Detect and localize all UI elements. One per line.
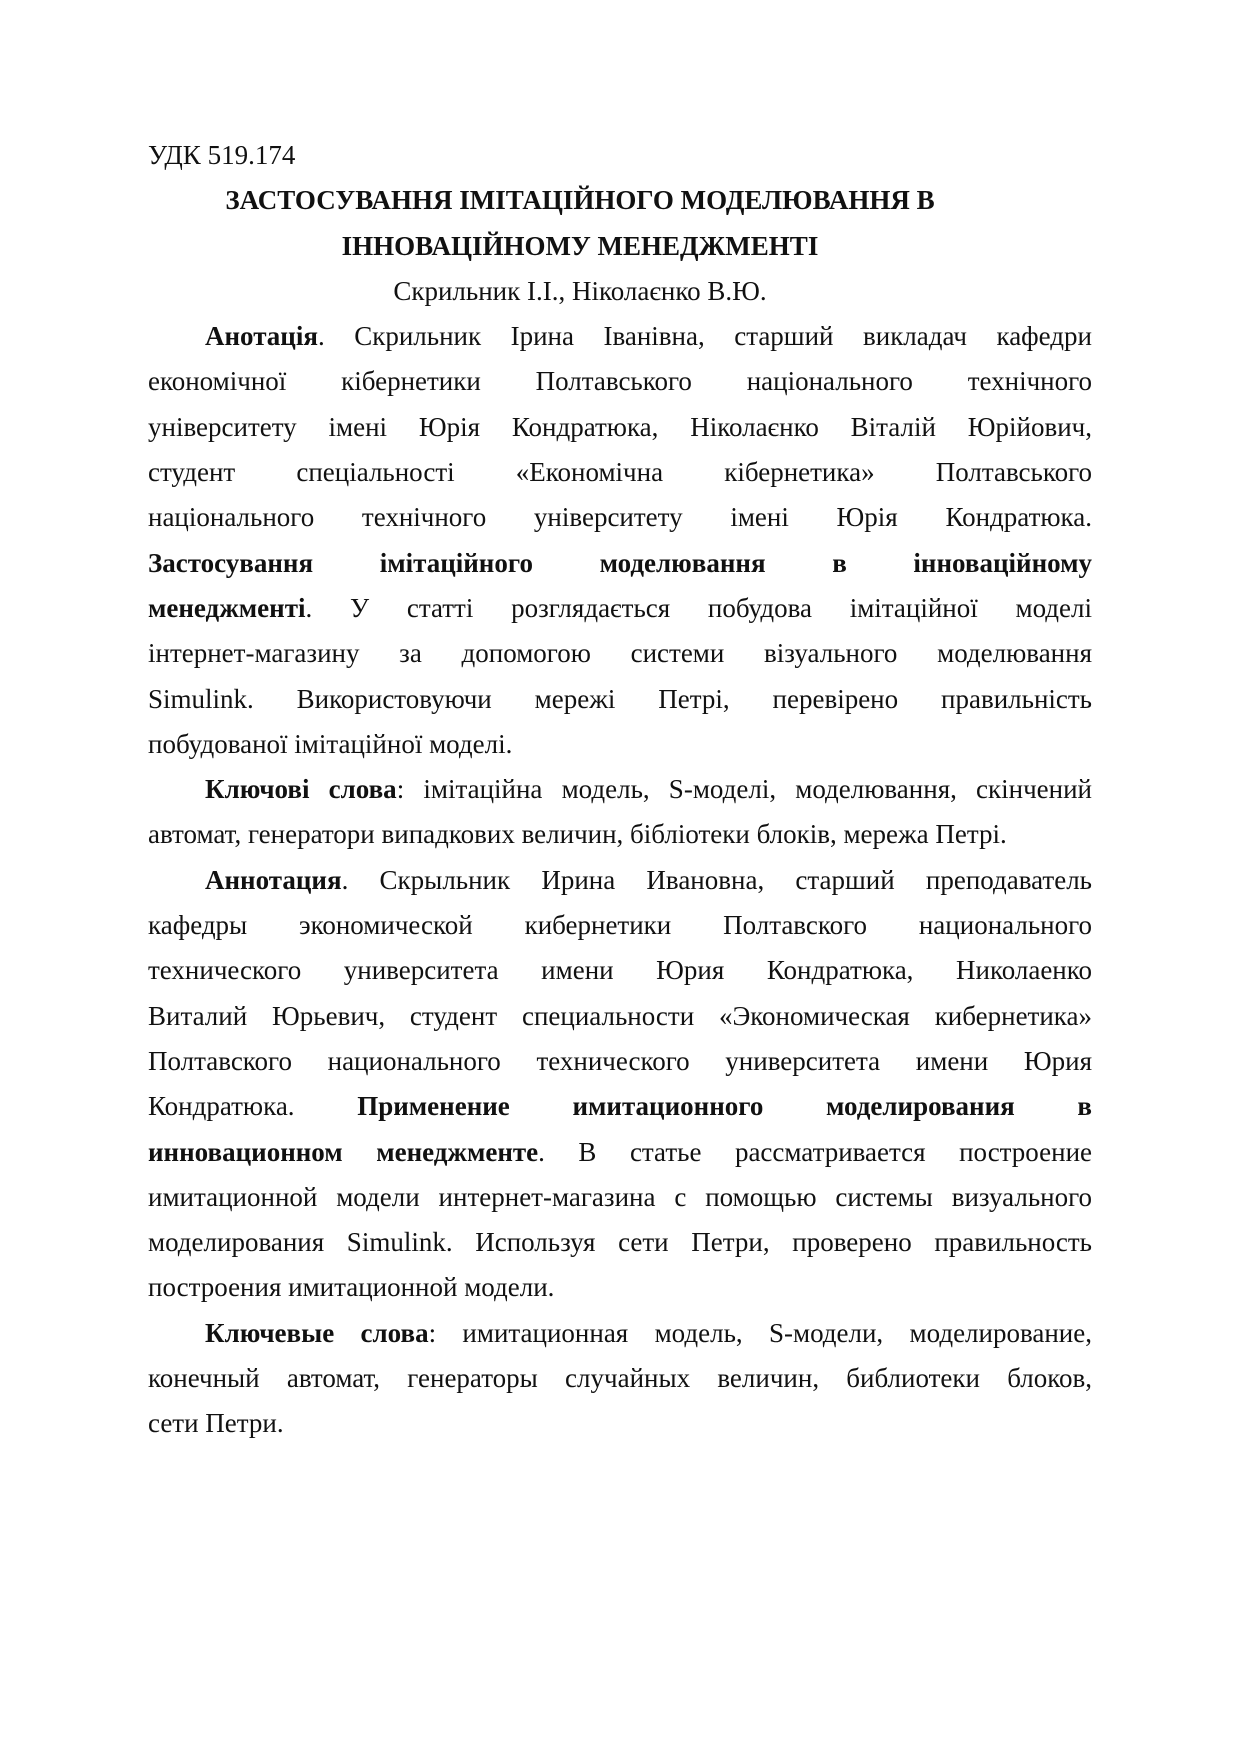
bold-text: Застосування імітаційного моделювання в інноваційному xyxy=(148,547,1092,578)
bold-text: инновационном менеджменте xyxy=(148,1136,539,1167)
text: сети Петри. xyxy=(148,1408,284,1439)
bold-text: Ключові слова xyxy=(205,774,397,805)
keywords-russian xyxy=(148,1311,1092,1447)
text: . Скрильник Ірина Іванівна, старший викладач кафедри xyxy=(317,321,1092,352)
text: університету імені Юрія Кондратюка, Ніколаєнко Віталій Юрійович, xyxy=(148,411,1092,442)
text-line xyxy=(148,631,1092,676)
text-line xyxy=(148,314,1092,359)
text-line xyxy=(148,450,1092,495)
article-title-line-1: ЗАСТОСУВАННЯ ІМІТАЦІЙНОГО МОДЕЛЮВАННЯ В xyxy=(225,185,935,216)
text: економічної кібернетики Полтавського національного технічного xyxy=(148,366,1092,397)
text-line xyxy=(148,1356,1092,1401)
bold-text: Анотація xyxy=(205,321,318,352)
bold-text: менеджменті xyxy=(148,592,306,623)
text: автомат, генератори випадкових величин, бібліотеки блоків, мережа Петрі. xyxy=(148,819,1007,850)
text: побудованої імітаційної моделі. xyxy=(148,728,513,759)
text-line xyxy=(148,948,1092,993)
text-line xyxy=(148,858,1092,903)
text-line xyxy=(148,405,1092,450)
text-line xyxy=(148,1175,1092,1220)
bold-text: Аннотация xyxy=(205,864,342,895)
text-line xyxy=(148,541,1092,586)
text: кафедры экономической кибернетики Полтавского национального xyxy=(148,910,1092,941)
article-title-line-2: ІННОВАЦІЙНОМУ МЕНЕДЖМЕНТІ xyxy=(341,230,819,261)
text: . Скрыльник Ирина Ивановна, старший преподаватель xyxy=(341,864,1092,895)
text-line xyxy=(148,722,1092,767)
text: конечный автомат, генераторы случайных величин, библиотеки блоков, xyxy=(148,1363,1092,1394)
text-line xyxy=(148,994,1092,1039)
text-line xyxy=(148,1265,1092,1310)
text-line xyxy=(148,677,1092,722)
udc-code: УДК 519.174 xyxy=(148,140,296,170)
keywords-ukrainian xyxy=(148,767,1092,858)
bold-text: Ключевые слова xyxy=(205,1317,429,1348)
text: : имитационная модель, S-модели, моделирование, xyxy=(428,1317,1092,1348)
document-page xyxy=(148,133,1092,1447)
text: національного технічного університету імені Юрія Кондратюка. xyxy=(148,502,1092,533)
text-line xyxy=(148,1311,1092,1356)
bold-text: Применение имитационного моделирования в xyxy=(357,1091,1092,1122)
abstract-russian xyxy=(148,858,1092,1311)
text: Полтавского национального технического университета имени Юрия xyxy=(148,1045,1092,1076)
text: : імітаційна модель, S-моделі, моделювання, скінчений xyxy=(396,774,1092,805)
text: Кондратюка. xyxy=(148,1091,358,1122)
text-line xyxy=(148,812,1092,857)
text: . В статье рассматривается построение xyxy=(538,1136,1093,1167)
text-line xyxy=(148,1084,1092,1129)
text: Simulink. Використовуючи мережі Петрі, перевірено правильність xyxy=(148,683,1092,714)
text: Виталий Юрьевич, студент специальности «Экономическая кибернетика» xyxy=(148,1000,1092,1031)
text: имитационной модели интернет-магазина с помощью системы визуального xyxy=(148,1181,1092,1212)
text: моделирования Simulink. Используя сети Петри, проверено правильность xyxy=(148,1227,1092,1258)
text-line xyxy=(148,1039,1092,1084)
text-line xyxy=(148,495,1092,540)
text-line xyxy=(148,767,1092,812)
text-line xyxy=(148,903,1092,948)
text-line xyxy=(148,359,1092,404)
article-body xyxy=(148,314,1092,1446)
text: студент спеціальності «Економічна кібернетика» Полтавського xyxy=(148,457,1092,488)
authors: Скрильник І.І., Ніколаєнко В.Ю. xyxy=(393,275,767,306)
text-line xyxy=(148,1401,1092,1446)
text: . У статті розглядається побудова імітаційної моделі xyxy=(305,592,1092,623)
abstract-ukrainian xyxy=(148,314,1092,767)
text-line xyxy=(148,1130,1092,1175)
text: технического университета имени Юрия Кондратюка, Николаенко xyxy=(148,955,1092,986)
text: построения имитационной модели. xyxy=(148,1272,555,1303)
text: інтернет-магазину за допомогою системи візуального моделювання xyxy=(148,638,1092,669)
text-line xyxy=(148,1220,1092,1265)
text-line xyxy=(148,586,1092,631)
